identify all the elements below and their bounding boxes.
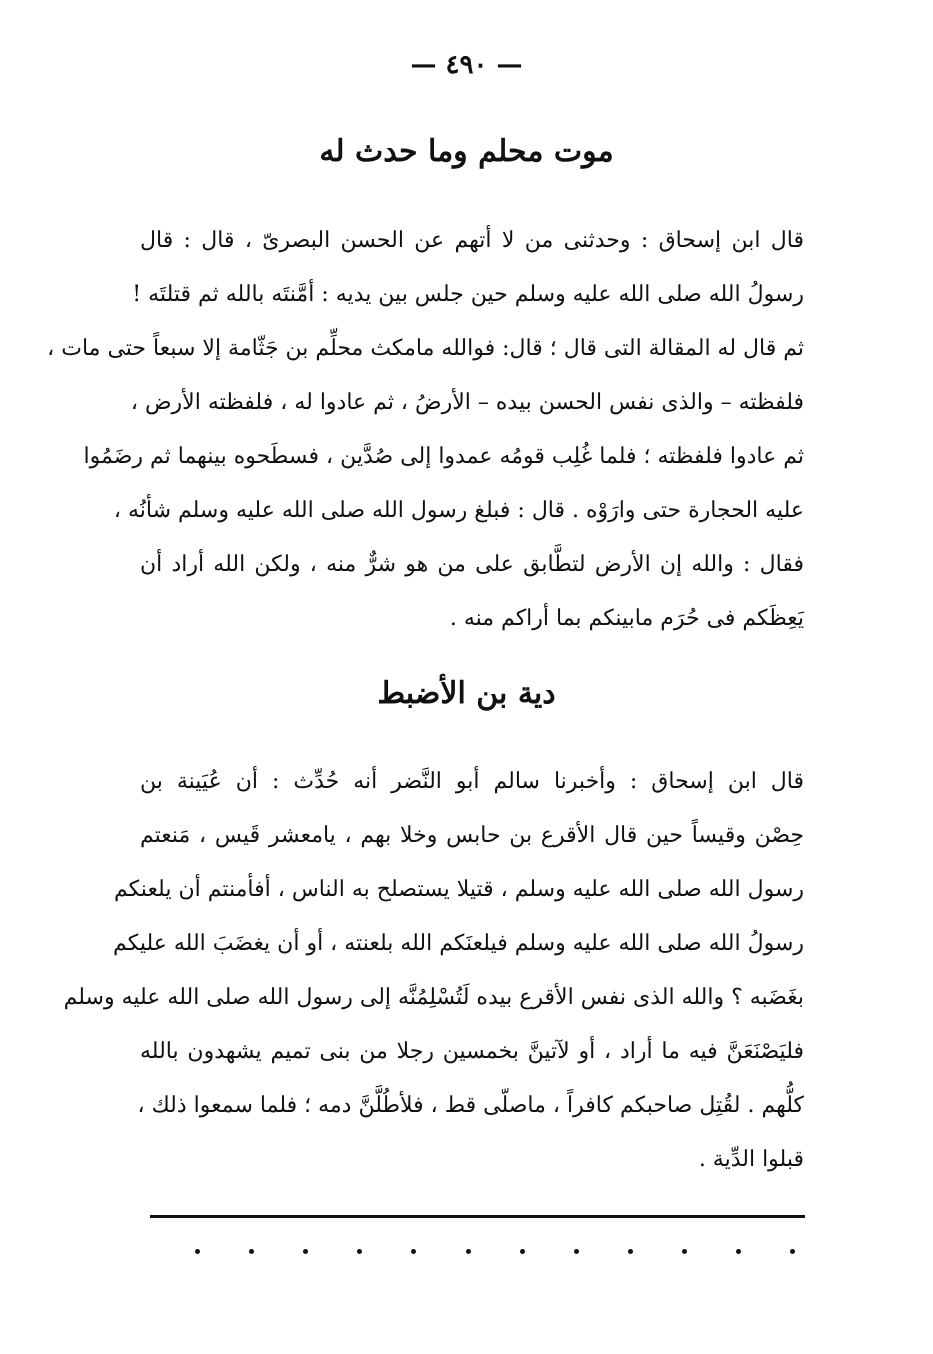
footer-dot (357, 1249, 362, 1254)
page-number: — ٤٩٠ — (410, 50, 523, 80)
footer-dot (574, 1249, 579, 1254)
text-line: ثم عادوا فلفظته ؛ فلما غُلِب قومُه عمدوا إلى صُدَّين ، فسطَحوه بينهما ثم رضَمُوا (83, 444, 804, 469)
footer-dots (195, 1236, 795, 1266)
footer-dot (249, 1249, 254, 1254)
paragraph-ibn-al-adbat-blood-money (63, 755, 804, 1187)
text-line: فقال : والله إن الأرض لتطَّابق على من هو شرٌّ منه ، ولكن الله أراد أن (140, 552, 804, 577)
text-line: رسولُ الله صلى الله عليه وسلم فيلعنَكم الله بلعنته ، أو أن يغضَبَ الله عليكم (113, 931, 804, 956)
footer-dot (411, 1249, 416, 1254)
text-line: بغَضَبه ؟ والله الذى نفس الأقرع بيده لَتُسْلِمُنَّه إلى رسول الله صلى الله عليه وسلم (63, 985, 804, 1010)
section-heading-mahlam-death: موت محلم وما حدث له (319, 134, 614, 169)
paragraph-mahlam-death (47, 214, 804, 646)
text-line: قال ابن إسحاق : وحدثنى من لا أتهم عن الحسن البصرىّ ، قال : قال (140, 228, 804, 253)
text-line: فليَصْنَعَنَّ فيه ما أراد ، أو لآتينَّ بخمسين رجلا من بنى تميم يشهدون بالله (140, 1039, 804, 1064)
text-line: فلفظته – والذى نفس الحسن بيده – الأرضُ ، ثم عادوا له ، فلفظته الأرض ، (130, 390, 804, 415)
footer-dot (303, 1249, 308, 1254)
text-line: ثم قال له المقالة التى قال ؛ قال: فوالله مامكث محلِّم بن جَثّامة إلا سبعاً حتى مات ، (47, 336, 804, 361)
footer-dot (682, 1249, 687, 1254)
text-line: قال ابن إسحاق : وأخبرنا سالم أبو النَّضر أنه حُدِّث : أن عُيَينة بن (140, 769, 804, 794)
footer-dot (736, 1249, 741, 1254)
footer-dot (195, 1249, 200, 1254)
footer-dot (520, 1249, 525, 1254)
text-line: قبلوا الدِّية . (698, 1147, 804, 1172)
text-line: عليه الحجارة حتى وارَوْه . قال : فبلغ رسول الله صلى الله عليه وسلم شأنُه ، (113, 498, 804, 523)
footer-dot (628, 1249, 633, 1254)
footer-rule (150, 1215, 805, 1218)
text-line: رسول الله صلى الله عليه وسلم ، قتيلا يستصلح به الناس ، أفأمنتم أن يلعنكم (114, 877, 804, 902)
footer-dot (790, 1249, 795, 1254)
text-line: يَعِظَكم فى حُرَم مابينكم بما أراكم منه . (449, 606, 804, 631)
footer-dot (466, 1249, 471, 1254)
text-line: رسولُ الله صلى الله عليه وسلم حين جلس بين يديه : أمَّنتَه بالله ثم قتلتَه ! (132, 282, 804, 307)
text-line: كلُّهم . لقُتِل صاحبكم كافراً ، ماصلّى قط ، فلأطُلَّنَّ دمه ؛ فلما سمعوا ذلك ، (137, 1093, 804, 1118)
section-heading-ibn-al-adbat-blood-money: دية بن الأضبط (377, 676, 556, 711)
text-line: حِصْن وقيساً حين قال الأقرع بن حابس وخلا بهم ، يامعشر قَيس ، مَنعتم (140, 823, 804, 848)
